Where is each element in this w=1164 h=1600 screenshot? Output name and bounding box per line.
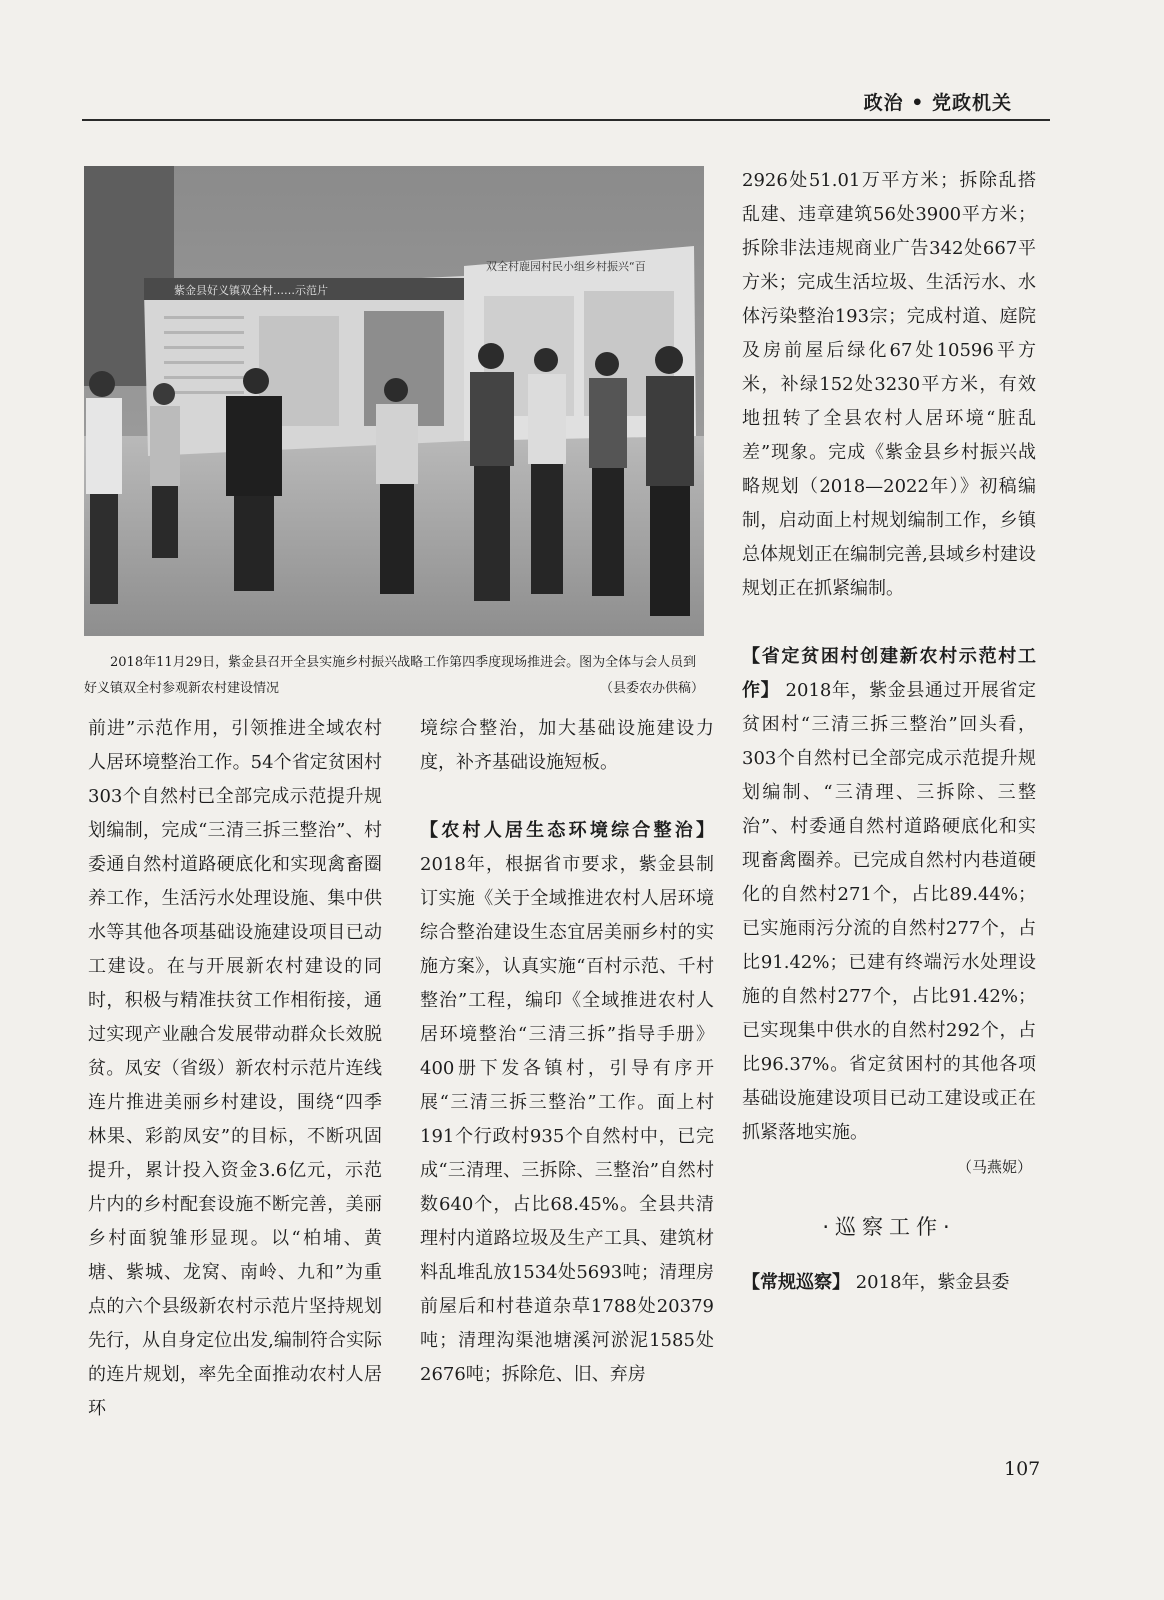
banner-right-text: 双全村鹿园村民小组乡村振兴“百 [486,260,646,273]
section-heading: 【农村人居生态环境综合整治】 [420,820,714,841]
caption-text: 2018年11月29日，紫金县召开全县实施乡村振兴战略工作第四季度现场推进会。图为全体与会人员到好义镇双全村参观新农村建设情况 [84,655,697,696]
news-photo [84,166,704,636]
text-column-1 [88,712,382,1426]
body-paragraph: 2926处51.01万平方米；拆除乱搭乱建、违章建筑56处3900平方米；拆除非法违规商业广告342处667平方米；完成生活垃圾、生活污水、水体污染整治193宗；完成村道、庭院及房前屋后绿化67处10596平方米，补绿152处3230平方米，有效地扭转了全县农村人居环境“脏乱差”现象。完成《紫金县乡村振兴战略规划（2018—2022年）》初稿编制，启动面上村规划编制工作，乡镇总体规划正在编制完善,县域乡村建设规划正在抓紧编制。 [742,170,1036,599]
banner-left-text: 紫金县好义镇双全村……示范片 [174,284,328,297]
body-paragraph [742,1266,1036,1300]
page-number: 107 [1004,1458,1041,1480]
author-credit: （马燕妮） [956,1158,1032,1176]
body-paragraph: 前进”示范作用，引领推进全域农村人居环境整治工作。54个省定贫困村303个自然村已全部完成示范提升规划编制，完成“三清三拆三整治”、村委通自然村道路硬底化和实现禽畜圈养工作，生活污水处理设施、集中供水等其他各项基础设施建设项目已动工建设。在与开展新农村建设的同时，积极与精准扶贫工作相衔接，通过实现产业融合发展带动群众长效脱贫。凤安（省级）新农村示范片连线连片推进美丽乡村建设，围绕“四季林果、彩韵凤安”的目标，不断巩固提升，累计投入资金3.6亿元，示范片内的乡村配套设施不断完善，美丽乡村面貌雏形显现。以“柏埔、黄塘、紫城、龙窝、南岭、九和”为重点的六个县级新农村示范片坚持规划先行，从自身定位出发,编制符合实际的连片规划，率先全面推动农村人居环 [88,718,382,1419]
body-paragraph [420,814,714,1392]
section-heading: 【常规巡察】 [742,1272,850,1293]
header-divider [82,119,1050,121]
body-paragraph: 境综合整治，加大基础设施建设力度，补齐基础设施短板。 [420,718,714,773]
heading-body-text: 2018年，根据省市要求，紫金县制订实施《关于全域推进农村人居环境综合整治建设生态宜居美丽乡村的实施方案》，认真实施“百村示范、千村整治”工程，编印《全域推进农村人居环境整治“三清三拆”指导手册》400册下发各镇村，引导有序开展“三清三拆三整治”工作。面上村191个行政村935个自然村中，已完成“三清理、三拆除、三整治”自然村数640个，占比68.45%。全县共清理村内道路垃圾及生产工具、建筑材料乱堆乱放1534处5693吨；清理房前屋后和村巷道杂草1788处20379吨；清理沟渠池塘溪河淤泥1585处2676吨；拆除危、旧、弃房 [420,854,714,1385]
heading-body-text: 2018年，紫金县委 [855,1272,1010,1293]
photo-illustration [84,166,704,636]
heading-body-text: 2018年，紫金县通过开展省定贫困村“三清三拆三整治”回头看，303个自然村已全部完成示范提升规划编制、“三清理、三拆除、三整治”、村委通自然村道路硬底化和实现畜禽圈养。已完成自然村内巷道硬化的自然村271个，占比89.44%；已实施雨污分流的自然村277个，占比91.42%；已建有终端污水处理设施的自然村277个，占比91.42%；已实现集中供水的自然村292个，占比96.37%。省定贫困村的其他各项基础设施建设项目已动工建设或正在抓紧落地实施。 [742,680,1036,1143]
text-column-3 [742,164,1036,1300]
photo-caption [84,650,704,702]
section-heading: 【省定贫困村创建新农村示范村工作】 [742,646,1036,701]
running-header: 政治 • 党政机关 [863,92,1012,114]
photo-credit: （县委农办供稿） [599,681,704,696]
section-title: ·巡察工作· [822,1215,956,1239]
text-column-2 [420,712,714,1392]
body-paragraph [742,640,1036,1150]
